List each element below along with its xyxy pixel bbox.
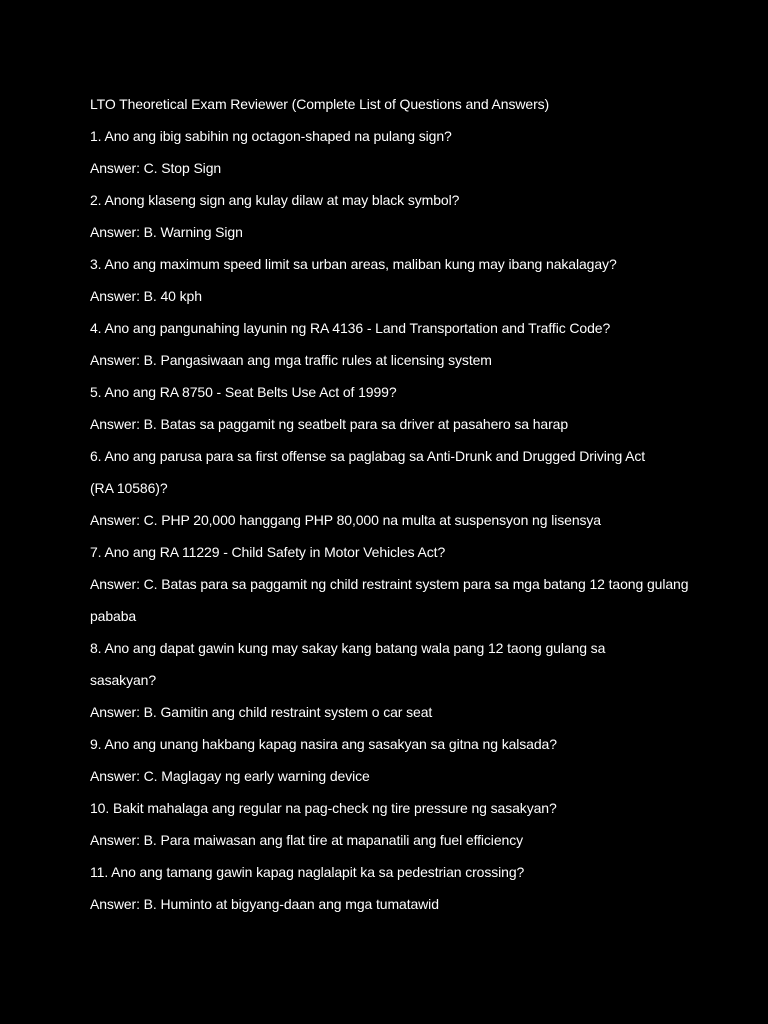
question-line: 8. Ano ang dapat gawin kung may sakay kang batang wala pang 12 taong gulang sa [90,640,606,656]
question-line: 10. Bakit mahalaga ang regular na pag-check ng tire pressure ng sasakyan? [90,800,557,816]
answer-line: Answer: B. 40 kph [90,288,202,304]
answer-line: Answer: C. Stop Sign [90,160,222,176]
answer-line: Answer: B. Warning Sign [90,224,243,240]
answer-line: Answer: B. Batas sa paggamit ng seatbelt para sa driver at pasahero sa harap [90,416,569,432]
document-page [90,88,690,920]
question-line: sasakyan? [90,672,157,688]
document-title: LTO Theoretical Exam Reviewer (Complete List of Questions and Answers) [90,96,550,112]
answer-line: Answer: C. Batas para sa paggamit ng child restraint system para sa mga batang 12 taong gulang [90,576,689,592]
answer-line: pababa [90,608,137,624]
question-line: 4. Ano ang pangunahing layunin ng RA 4136 - Land Transportation and Traffic Code? [90,320,611,336]
answer-line: Answer: B. Gamitin ang child restraint system o car seat [90,704,433,720]
answer-line: Answer: C. PHP 20,000 hanggang PHP 80,000 na multa at suspensyon ng lisensya [90,512,601,528]
question-line: 6. Ano ang parusa para sa first offense sa paglabag sa Anti-Drunk and Drugged Driving Act [90,448,646,464]
question-line: 11. Ano ang tamang gawin kapag naglalapit ka sa pedestrian crossing? [90,864,525,880]
question-line: 3. Ano ang maximum speed limit sa urban areas, maliban kung may ibang nakalagay? [90,256,617,272]
answer-line: Answer: C. Maglagay ng early warning device [90,768,370,784]
answer-line: Answer: B. Pangasiwaan ang mga traffic rules at licensing system [90,352,492,368]
question-line: 1. Ano ang ibig sabihin ng octagon-shaped na pulang sign? [90,128,452,144]
question-line: 5. Ano ang RA 8750 - Seat Belts Use Act of 1999? [90,384,397,400]
answer-line: Answer: B. Para maiwasan ang flat tire at mapanatili ang fuel efficiency [90,832,523,848]
question-line: 2. Anong klaseng sign ang kulay dilaw at may black symbol? [90,192,460,208]
question-line: 9. Ano ang unang hakbang kapag nasira ang sasakyan sa gitna ng kalsada? [90,736,557,752]
question-line: (RA 10586)? [90,480,168,496]
qa-list [90,120,690,920]
answer-line: Answer: B. Huminto at bigyang-daan ang mga tumatawid [90,896,439,912]
question-line: 7. Ano ang RA 11229 - Child Safety in Motor Vehicles Act? [90,544,446,560]
